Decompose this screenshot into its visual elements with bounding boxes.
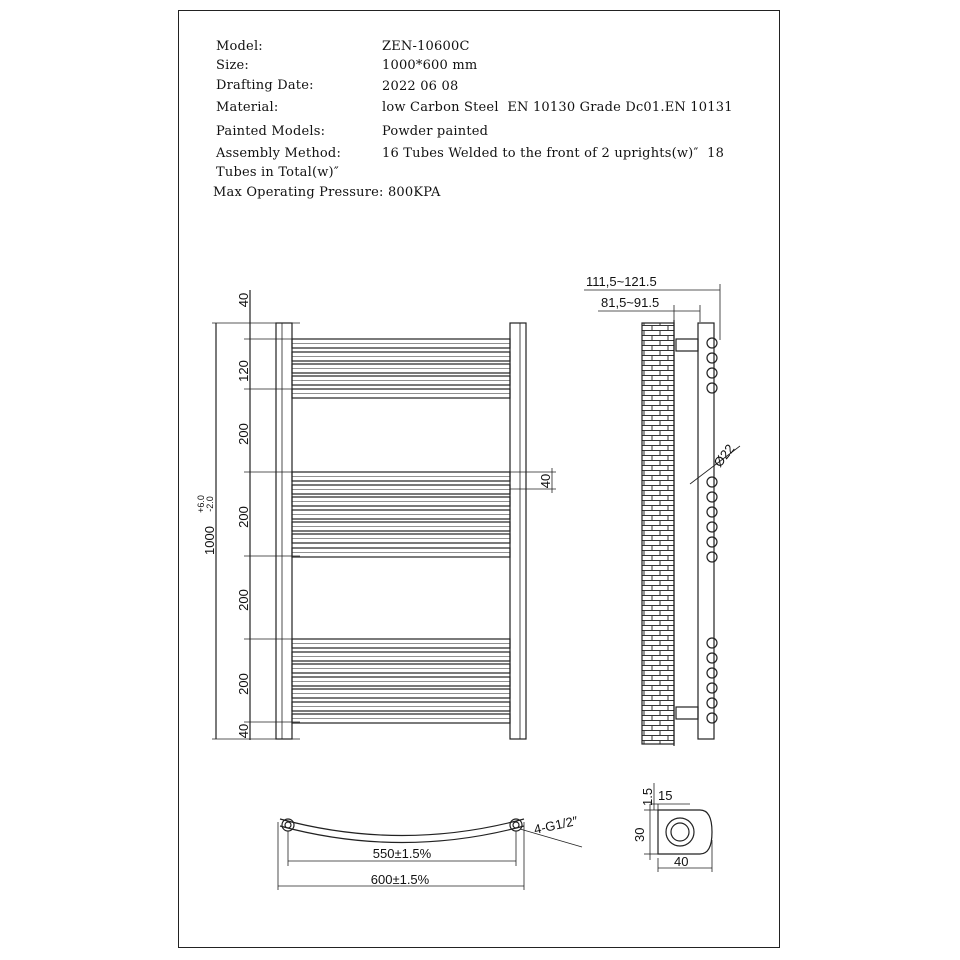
- bracket-pipe-outer: [666, 818, 694, 846]
- tube-profile: [707, 537, 717, 547]
- tube-profile: [707, 698, 717, 708]
- dim-bottom-40: 40: [236, 723, 251, 739]
- tube-profile: [707, 638, 717, 648]
- bracket-dim-15: 15: [658, 788, 673, 803]
- top-bracket: [676, 339, 698, 351]
- side-tube-group: [707, 338, 717, 723]
- tube-profile: [707, 713, 717, 723]
- dim-200-b: 200: [236, 506, 251, 528]
- right-upright: [510, 323, 526, 739]
- material-value: low Carbon Steel EN 10130 Grade Dc01.EN 10131: [382, 100, 733, 115]
- inner-width-dim: 550±1.5%: [372, 846, 432, 861]
- tube-profile: [707, 507, 717, 517]
- tube-profile: [707, 653, 717, 663]
- dim-outer-depth: 111,5~121.5: [586, 274, 657, 289]
- tube-profile: [707, 668, 717, 678]
- tube-profile: [707, 338, 717, 348]
- tube-profile: [707, 492, 717, 502]
- tube-profile: [707, 353, 717, 363]
- gap-dim-40: 40: [538, 473, 553, 489]
- dim-inner-depth: 81,5~91.5: [601, 295, 660, 310]
- dim-200-c: 200: [236, 589, 251, 611]
- bracket-dim-1-5: 1.5: [640, 787, 655, 806]
- side-upright: [698, 323, 714, 739]
- assembly-method-continued: Tubes in Total(w)″: [216, 165, 339, 180]
- tube-profile: [707, 683, 717, 693]
- tube-profile: [707, 368, 717, 378]
- painted-models-value: Powder painted: [382, 124, 489, 139]
- bracket-dim-30: 30: [632, 827, 647, 842]
- left-upright: [276, 323, 292, 739]
- overall-height-tol-lower: -2.0: [205, 496, 215, 512]
- model-label: Model:: [216, 39, 263, 54]
- overall-height-tol-upper: +6.0: [196, 495, 206, 513]
- outer-width-dim: 600±1.5%: [370, 872, 430, 887]
- bottom-bracket: [676, 707, 698, 719]
- tube-profile: [707, 552, 717, 562]
- drafting-date-value: 2022 06 08: [382, 79, 459, 94]
- dim-top-40: 40: [236, 292, 251, 308]
- tube-diameter-dim: Ø22: [710, 441, 738, 470]
- tube-profile: [707, 383, 717, 393]
- model-value: ZEN-10600C: [382, 39, 470, 54]
- dim-200-d: 200: [236, 673, 251, 695]
- painted-models-label: Painted Models:: [216, 124, 326, 139]
- size-label: Size:: [216, 58, 249, 73]
- size-value: 1000*600 mm: [382, 58, 478, 73]
- max-pressure-line: Max Operating Pressure: 800KPA: [213, 185, 441, 200]
- side-view: [584, 284, 740, 746]
- connection-label: 4-G1/2″: [532, 813, 580, 837]
- front-view: [212, 290, 556, 740]
- tube-group: [292, 339, 510, 723]
- bracket-dim-40: 40: [674, 854, 689, 869]
- material-label: Material:: [216, 100, 279, 115]
- assembly-method-value: 16 Tubes Welded to the front of 2 uprights(w)″ 18: [382, 146, 725, 161]
- dim-120: 120: [236, 360, 251, 382]
- tube-profile: [707, 477, 717, 487]
- assembly-method-label: Assembly Method:: [216, 146, 342, 161]
- dim-200-a: 200: [236, 423, 251, 445]
- overall-height-dim: 1000: [202, 526, 217, 555]
- wall-section: [642, 323, 674, 744]
- tube-profile: [707, 522, 717, 532]
- drafting-date-label: Drafting Date:: [216, 78, 314, 93]
